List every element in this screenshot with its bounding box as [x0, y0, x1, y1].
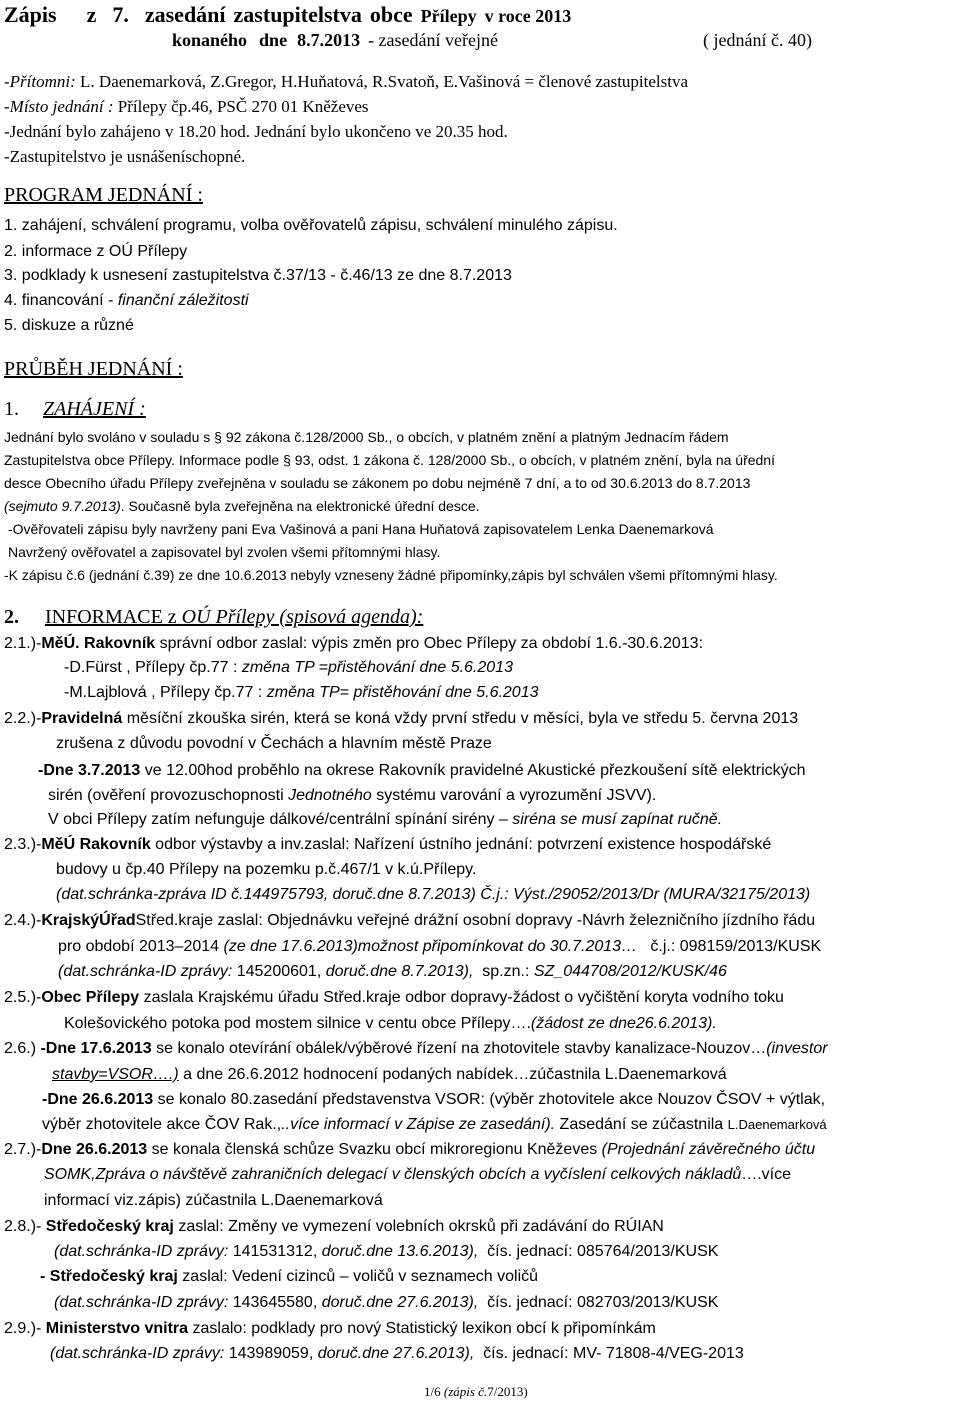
section-1-text [4, 498, 480, 514]
item-text: -M.Lajblová , Přílepy čp.77 : [64, 684, 267, 701]
item-2-9 [4, 1320, 656, 1338]
title-word: 7. [112, 2, 129, 27]
item-2-6-line [42, 1116, 827, 1134]
program-item-text: 4. financování - [4, 292, 118, 309]
title-word: obce [369, 2, 413, 27]
section-title: INFORMACE z [45, 606, 182, 628]
item-text: ….více [741, 1166, 792, 1183]
item-italic: změna TP =přistěhování dne 5.6.2013 [241, 659, 513, 676]
item-number: 2.5.)- [4, 989, 42, 1006]
item-italic: dne 8.7.2013), [370, 963, 474, 980]
document-subtitle [172, 30, 498, 51]
item-2-9-line [50, 1345, 744, 1363]
attendees-label: -Přítomni: [4, 72, 76, 91]
item-italic: (dat.schránka-ID zprávy: [54, 1294, 233, 1311]
item-text: 141531312, [232, 1243, 322, 1260]
item-bold: Obec Přílepy [41, 989, 140, 1006]
item-italic: siréna se musí zapínat ručně. [512, 811, 723, 828]
item-2-2-line [48, 787, 656, 805]
item-italic: ..více informací v Zápise ze zasedání). [281, 1116, 556, 1133]
item-text: 143989059, [228, 1345, 318, 1362]
item-text: se konalo 80.zasedání představenstva VSOR: (výběr zhotovitele akce Nouzov ČSOV + výtlak, [153, 1091, 826, 1108]
item-bold: Ministerstvo vnitra [45, 1320, 189, 1337]
footer-text: 7/2013) [487, 1384, 528, 1399]
item-2-2-line [38, 762, 806, 780]
item-2-6-line [52, 1066, 727, 1084]
section-1-text: desce Obecního úřadu Přílepy zveřejněna v souladu se zákonem po dobu nejméně 7 dní, a to od 30.6.2013 do 8.7.2013 [4, 475, 751, 491]
item-text: zaslalo: podklady pro nový Statistický lexikon obcí k připomínkám [188, 1320, 656, 1337]
title-word: Zápis [4, 2, 57, 27]
item-number: 2.2.)- [4, 710, 42, 727]
item-bold: MěÚ [41, 635, 76, 652]
program-item: 2. informace z OÚ Přílepy [4, 243, 188, 260]
item-2-3 [4, 836, 771, 854]
section-1-text: Zastupitelstva obce Přílepy. Informace podle § 93, odst. 1 zákona č. 128/2000 Sb., o obcích, v platném znění, byla na úřední [4, 452, 775, 468]
program-heading: PROGRAM JEDNÁNÍ : [4, 184, 203, 206]
page-number: 1/6 [424, 1384, 444, 1399]
item-2-4-line [58, 963, 727, 981]
item-italic: (dat.schránka-ID zprávy: [54, 1243, 233, 1260]
section-number: 1. [4, 398, 19, 420]
section-title-italic: OÚ Přílepy (spisová agenda): [181, 606, 424, 628]
item-italic: Jednotného [288, 787, 372, 804]
item-italic: stavby=VSOR….) [52, 1066, 179, 1083]
program-item-italic: finanční záležitosti [117, 292, 249, 309]
section-1-text: Jednání bylo svoláno v souladu s § 92 zákona č.128/2000 Sb., o obcích, v platném znění a platným Jednacím řádem [4, 429, 729, 445]
item-text: -D.Fürst , Přílepy čp.77 : [64, 659, 242, 676]
item-2-6-line [42, 1091, 825, 1109]
item-text: zaslal: Změny ve vymezení volebních okrsků při zadávání do RÚIAN [173, 1218, 664, 1235]
item-2-1-line [64, 684, 539, 702]
item-number: 2.6.) [4, 1040, 41, 1057]
document-title [4, 2, 571, 28]
item-text: čís. jednací: 082703/2013/KUSK [478, 1294, 719, 1311]
item-2-4 [4, 912, 815, 930]
item-2-8-line [40, 1268, 538, 1286]
item-2-8-line [54, 1243, 718, 1261]
section-number: 2. [4, 606, 19, 628]
time-line: -Jednání bylo zahájeno v 18.20 hod. Jednání bylo ukončeno ve 20.35 hod. [4, 122, 508, 141]
item-text: se konala členská schůze Svazku obcí mikroregionu Kněževes [147, 1141, 602, 1158]
item-2-7-line [44, 1166, 791, 1184]
item-bold: -Dne 26.6.2013 [42, 1091, 154, 1108]
item-2-1-line [64, 659, 513, 677]
item-number: 2.1.)- [4, 635, 42, 652]
item-2-2-line: zrušena z důvodu povodní v Čechách a hlavním městě Praze [56, 735, 492, 752]
subtitle-text: - zasedání veřejné [368, 30, 498, 50]
item-text: 145200601, [236, 963, 326, 980]
item-text: sp.zn.: [473, 963, 534, 980]
section-1-text-rest: . Současně byla zveřejněna na elektronické úřední desce. [120, 498, 480, 514]
section-2-heading [4, 606, 423, 629]
item-2-5 [4, 989, 784, 1007]
item-text: sirén (ověření provozuschopnosti [48, 787, 289, 804]
item-text: ve 12.00hod proběhlo na okrese Rakovník pravidelné Akustické přezkoušení sítě elektrických [140, 762, 806, 779]
item-text: L.Daenemarková [727, 1117, 827, 1132]
item-bold: KrajskýÚřad [41, 912, 136, 929]
item-italic: doruč.dne 13.6.2013), [321, 1243, 479, 1260]
title-word: zastupitelstva [233, 2, 362, 27]
item-bold: Středočeský kraj [45, 1218, 174, 1235]
title-word: Přílepy [420, 6, 477, 26]
page-footer [424, 1384, 528, 1400]
item-text: odbor výstavby a inv.zaslal: Nařízení ústního jednání: potvrzení existence hospodářské [150, 836, 772, 853]
place-value: Přílepy čp.46, PSČ 270 01 Kněževes [117, 97, 369, 116]
program-item: 3. podklady k usnesení zastupitelstva č.37/13 - č.46/13 ze dne 8.7.2013 [4, 267, 512, 284]
item-2-3-line: (dat.schránka-zpráva ID č.144975793, doruč.dne 8.7.2013) Č.j.: Výst./29052/2013/Dr (MURA/32175/2013) [56, 886, 811, 903]
section-1-heading [4, 398, 146, 421]
meeting-number: ( jednání č. 40) [703, 30, 812, 50]
item-italic: (ze dne 17.6.2013)možnost připomínkovat do 30.7.2013… [223, 938, 638, 955]
item-text: měsíční zkouška sirén, která se koná vždy první středu v měsíci, byla ve středu 5. června 2013 [122, 710, 799, 727]
title-word: v roce 2013 [484, 6, 572, 26]
item-italic: (dat.schránka-ID zprávy: [58, 963, 237, 980]
item-bold: . Rakovník [75, 635, 156, 652]
item-2-7-line: informací viz.zápis) zúčastnila L.Daenemarková [44, 1192, 383, 1209]
item-italic: doruč.dne 27.6.2013), [317, 1345, 475, 1362]
item-text: Kolešovického potoka pod mostem silnice v centu obce Přílepy…. [64, 1015, 531, 1032]
subtitle-word: konaného [172, 30, 248, 50]
item-bold: - Středočeský kraj [40, 1268, 178, 1285]
item-italic: (investor [766, 1040, 828, 1057]
item-bold: Dne 26.6.2013 [41, 1141, 148, 1158]
footer-italic: (zápis č. [443, 1384, 488, 1399]
subtitle-word: dne [259, 30, 288, 50]
item-2-7 [4, 1141, 815, 1159]
item-number: 2.7.)- [4, 1141, 42, 1158]
item-number: 2.9.)- [4, 1320, 46, 1337]
title-word: zasedání [144, 2, 226, 27]
program-item [4, 292, 249, 310]
section-title: ZAHÁJENÍ : [43, 398, 146, 420]
item-text: správní odbor zaslal: výpis změn pro Obec Přílepy za období 1.6.-30.6.2013: [155, 635, 704, 652]
item-text: Střed.kraje zaslal: Objednávku veřejné drážní osobní dopravy -Návrh železničního jízdního řádu [135, 912, 816, 929]
item-number: 2.3.)- [4, 836, 42, 853]
item-2-3-line: budovy u čp.40 Přílepy na pozemku p.č.467/1 v k.ú.Přílepy. [56, 861, 477, 878]
section-1-text: -Ověřovateli zápisu byly navrženy pani Eva Vašinová a pani Hana Huňatová zapisovatelem Lenka Daenemarková [8, 521, 714, 537]
item-text: zaslala Krajskému úřadu Střed.kraje odbor dopravy-žádost o vyčištění koryta vodního toku [139, 989, 784, 1006]
item-italic: (Projednání závěrečného účtu [601, 1141, 816, 1158]
program-item: 5. diskuze a různé [4, 317, 134, 334]
item-italic: SZ_044708/2012/KUSK/46 [533, 963, 727, 980]
item-bold: -Dne 17.6.2013 [40, 1040, 152, 1057]
item-text: výběr zhotovitele akce ČOV Rak., [42, 1116, 282, 1133]
place-label: -Místo jednání : [4, 97, 114, 116]
title-word: z [86, 2, 97, 27]
item-2-8 [4, 1218, 664, 1236]
program-item: 1. zahájení, schválení programu, volba ověřovatelů zápisu, schválení minulého zápisu. [4, 217, 618, 234]
item-italic: doruč. [325, 963, 371, 980]
item-text: se konalo otevírání obálek/výběrové řízení na zhotovitele stavby kanalizace-Nouzov… [151, 1040, 767, 1057]
item-text: 143645580, [232, 1294, 322, 1311]
item-italic: (žádost ze dne26.6.2013). [530, 1015, 717, 1032]
item-number: 2.8.)- [4, 1218, 46, 1235]
item-text: čís. jednací: 085764/2013/KUSK [478, 1243, 719, 1260]
item-italic: (dat.schránka-ID zprávy: [50, 1345, 229, 1362]
subtitle-date: 8.7.2013 [297, 30, 361, 50]
item-italic: změna TP= přistěhování dne 5.6.2013 [266, 684, 539, 701]
attendees-names: L. Daenemarková, Z.Gregor, H.Huňatová, R.Svatoň, E.Vašinová = členové zastupitelstva [80, 72, 689, 91]
progress-heading: PRŮBĚH JEDNÁNÍ : [4, 358, 183, 380]
item-text: Zasedání se zúčastnila [555, 1116, 728, 1133]
item-2-2 [4, 710, 798, 728]
item-text: čís. jednací: MV- 71808-4/VEG-2013 [474, 1345, 744, 1362]
item-2-5-line [64, 1015, 717, 1033]
place-line [4, 97, 369, 117]
item-2-2-line [48, 811, 722, 829]
item-number: 2.4.)- [4, 912, 42, 929]
section-1-text: -K zápisu č.6 (jednání č.39) ze dne 10.6.2013 nebyly vzneseny žádné připomínky,zápis byl schválen všemi přítomnými hlasy. [4, 567, 778, 583]
item-text: pro období 2013–2014 [58, 938, 224, 955]
item-text: systému varování a vyrozumění JSVV). [371, 787, 657, 804]
item-italic: SOMK,Zpráva o návštěvě zahraničních delegací v členských obcích a vyčíslení celkových nákladů [44, 1166, 742, 1183]
item-text: V obci Přílepy zatím nefunguje dálkové/centrální spínání sirény – [48, 811, 513, 828]
item-2-1 [4, 635, 703, 653]
item-text: a dne 26.6.2012 hodnocení podaných nabídek…zúčastnila L.Daenemarková [178, 1066, 727, 1083]
item-bold: MěÚ Rakovník [41, 836, 151, 853]
item-bold: -Dne 3.7.2013 [38, 762, 141, 779]
item-text: č.j.: 098159/2013/KUSK [637, 938, 822, 955]
item-2-8-line [54, 1294, 718, 1312]
quorum-line: -Zastupitelstvo je usnášeníschopné. [4, 147, 246, 166]
item-text: zaslal: Vedení cizinců – voličů v seznamech voličů [177, 1268, 539, 1285]
item-italic: doruč.dne 27.6.2013), [321, 1294, 479, 1311]
attendees-line [4, 72, 688, 92]
item-2-6 [4, 1040, 828, 1058]
section-1-italic: (sejmuto 9.7.2013) [4, 498, 121, 514]
item-bold: Pravidelná [41, 710, 123, 727]
section-1-text: Navržený ověřovatel a zapisovatel byl zvolen všemi přítomnými hlasy. [8, 544, 441, 560]
item-2-4-line [58, 938, 821, 956]
